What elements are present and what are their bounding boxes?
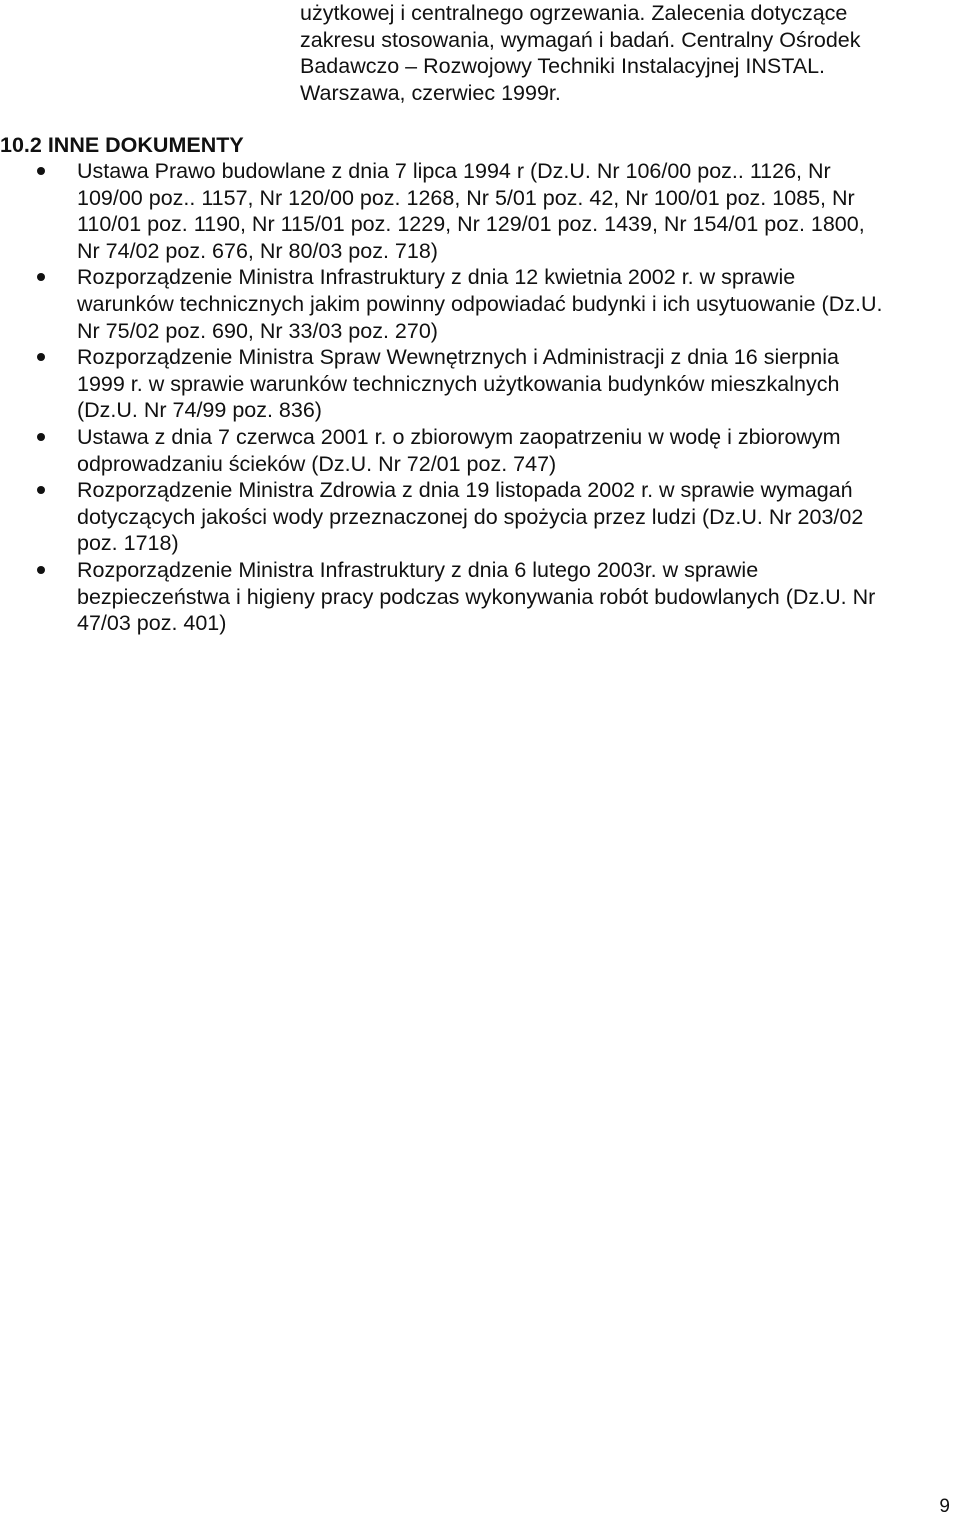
item-line: Rozporządzenie Ministra Spraw Wewnętrznych i Administracji z dnia 16 sierpnia	[77, 345, 839, 370]
item-line: 47/03 poz. 401)	[77, 611, 227, 636]
bullet-icon	[37, 273, 45, 281]
bullet-icon	[37, 167, 45, 175]
item-line: Ustawa z dnia 7 czerwca 2001 r. o zbiorowym zaopatrzeniu w wodę i zbiorowym	[77, 424, 841, 449]
continuation-line: zakresu stosowania, wymagań i badań. Centralny Ośrodek	[300, 27, 861, 52]
item-line: Rozporządzenie Ministra Infrastruktury z dnia 6 lutego 2003r. w sprawie	[77, 557, 759, 582]
reference-continuation	[300, 0, 940, 106]
item-line: Nr 75/02 poz. 690, Nr 33/03 poz. 270)	[77, 318, 438, 343]
page-number: 9	[939, 1496, 950, 1517]
section-heading: 10.2 INNE DOKUMENTY	[0, 133, 244, 157]
item-line: Ustawa Prawo budowlane z dnia 7 lipca 1994 r (Dz.U. Nr 106/00 poz.. 1126, Nr	[77, 159, 831, 183]
item-line: Rozporządzenie Ministra Zdrowia z dnia 19 listopada 2002 r. w sprawie wymagań	[77, 478, 853, 503]
continuation-line: Badawczo – Rozwojowy Techniki Instalacyjnej INSTAL.	[300, 54, 825, 79]
document-list	[0, 158, 950, 637]
item-line: dotyczących jakości wody przeznaczonej do spożycia przez ludzi (Dz.U. Nr 203/02	[77, 504, 864, 529]
item-line: odprowadzaniu ścieków (Dz.U. Nr 72/01 poz. 747)	[77, 451, 557, 476]
item-line: 110/01 poz. 1190, Nr 115/01 poz. 1229, Nr 129/01 poz. 1439, Nr 154/01 poz. 1800,	[77, 212, 865, 237]
list-item	[0, 557, 950, 637]
continuation-line: Warszawa, czerwiec 1999r.	[300, 80, 561, 105]
list-item	[0, 477, 950, 557]
bullet-icon	[37, 433, 45, 441]
item-line: Rozporządzenie Ministra Infrastruktury z dnia 12 kwietnia 2002 r. w sprawie	[77, 265, 796, 290]
item-line: 109/00 poz.. 1157, Nr 120/00 poz. 1268, Nr 5/01 poz. 42, Nr 100/01 poz. 1085, Nr	[77, 185, 855, 210]
item-line: warunków technicznych jakim powinny odpowiadać budynki i ich usytuowanie (Dz.U.	[77, 291, 883, 316]
list-item	[0, 344, 950, 424]
list-item	[0, 264, 950, 344]
bullet-icon	[37, 566, 45, 574]
item-line: (Dz.U. Nr 74/99 poz. 836)	[77, 398, 322, 423]
list-item	[0, 158, 950, 264]
continuation-line: użytkowej i centralnego ogrzewania. Zalecenia dotyczące	[300, 1, 848, 25]
item-line: 1999 r. w sprawie warunków technicznych użytkowania budynków mieszkalnych	[77, 371, 840, 396]
list-item	[0, 424, 950, 477]
bullet-icon	[37, 486, 45, 494]
bullet-icon	[37, 353, 45, 361]
item-line: bezpieczeństwa i higieny pracy podczas wykonywania robót budowlanych (Dz.U. Nr	[77, 584, 876, 609]
item-line: Nr 74/02 poz. 676, Nr 80/03 poz. 718)	[77, 238, 438, 263]
item-line: poz. 1718)	[77, 531, 179, 556]
